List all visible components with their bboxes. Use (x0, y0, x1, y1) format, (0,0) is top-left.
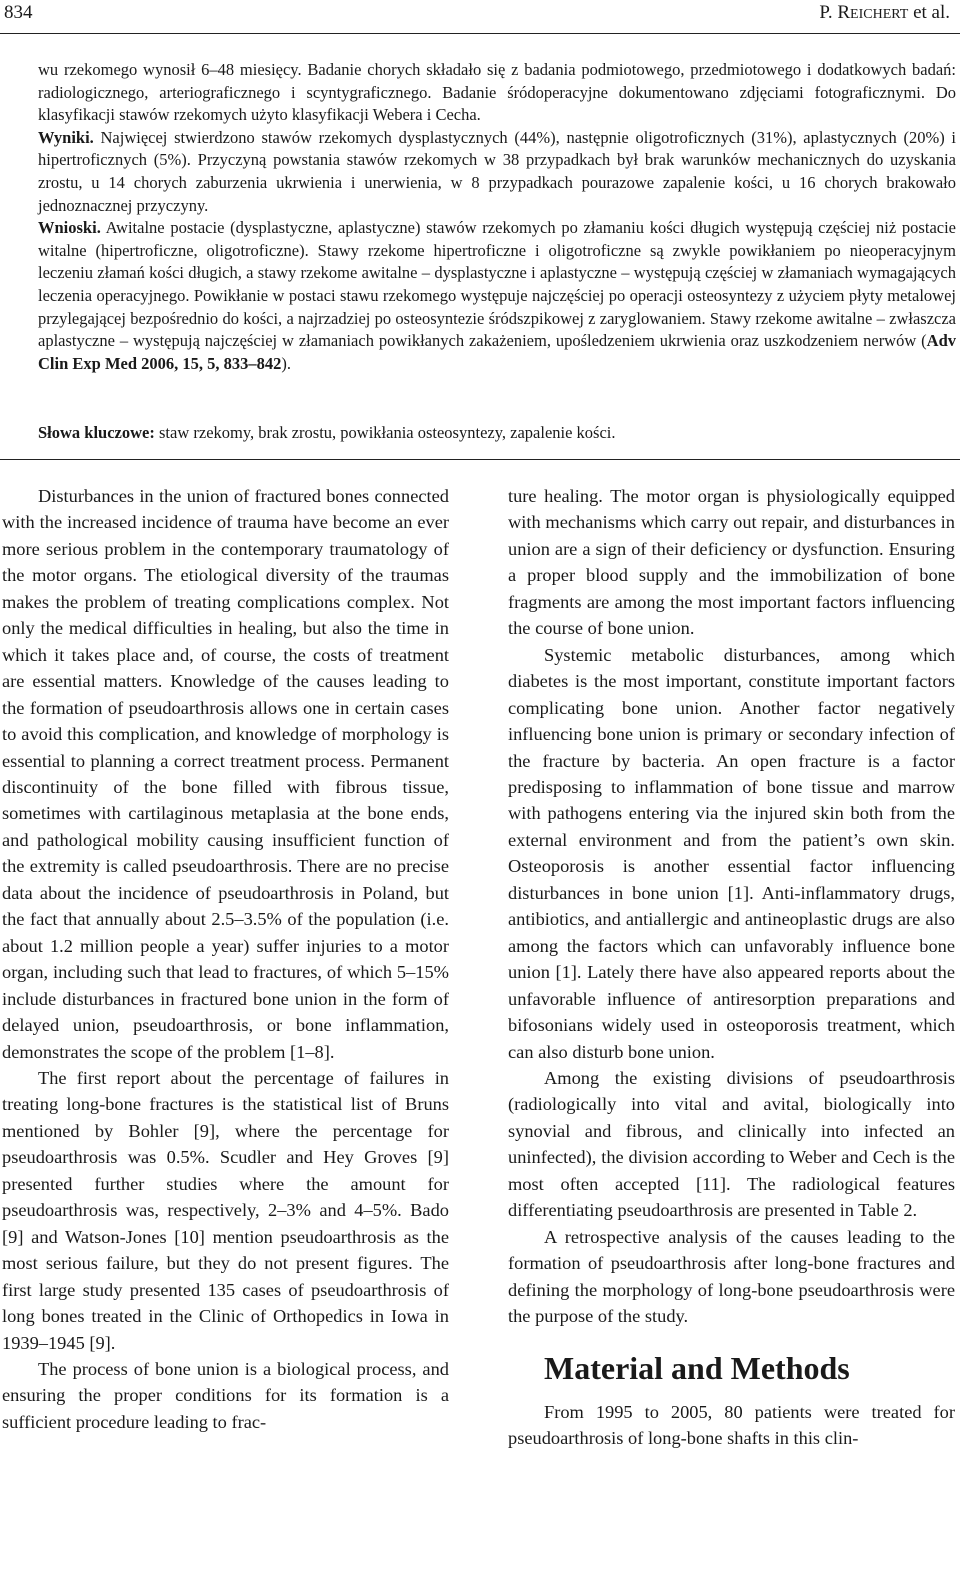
body-column-right (508, 483, 955, 1451)
results-label: Wyniki. (38, 127, 94, 147)
body-paragraph: Systemic metabolic disturbances, among which diabetes is the most important, constitute important factors complicating bone union. Another factor negatively influencing bone union is primary or secondary infection of the fracture by bacteria. An open fracture is a factor predisposing to inflammation of bone tissue and marrow with pathogens entering via the injured skin both from the external environment and from the patient’s own skin. Osteoporosis is another essential factor influencing disturbances in bone union [1]. Anti-inflammatory drugs, antibiotics, and antiallergic and antineoplastic drugs are also among the factors which can unfavorably influence bone union [1]. Lately there have also appeared reports about the unfavorable influence of antiresorption preparations and bifosonians widely used in osteoporosis treatment, which can also disturb bone union. (508, 644, 955, 1062)
methods-paragraph: From 1995 to 2005, 80 patients were treated for pseudoarthrosis of long-bone shafts in this clin- (508, 1401, 955, 1448)
page-number: 834 (4, 2, 33, 23)
abstract (38, 59, 956, 375)
citation: Adv Clin Exp Med 2006, 15, 5, 833–842 (38, 331, 956, 373)
abstract-methods-paragraph (38, 59, 956, 127)
body-paragraph: Among the existing divisions of pseudoarthrosis (radiologically into vital and avital, biologically into synovial and fibrous, and clinically into infected an uninfected), the division according to Weber and Cech is the most often accepted [11]. The radiological features differentiating pseudoarthrosis are presented in Table 2. (508, 1067, 955, 1221)
keywords (38, 422, 616, 444)
abstract-results-paragraph (38, 127, 956, 217)
keywords-text: staw rzekomy, brak zrostu, powikłania osteosyntezy, zapalenie kości. (154, 423, 616, 442)
section-heading-methods: Material and Methods (544, 1349, 850, 1386)
body-paragraph: Disturbances in the union of fractured bones connected with the increased incidence of trauma have become an ever more serious problem in the contemporary traumatology of the motor organs. The etiological diversity of the traumas makes the problem of treating complications complex. Not only the medical difficulties in healing, but also the time in which it takes place and, of course, the costs of treatment are essential matters. Knowledge of the causes leading to the formation of pseudoarthrosis allows one in certain cases to avoid this complication, and knowledge of morphology is essential to planning a correct treatment process. Permanent discontinuity of the bone filled with fibrous tissue, sometimes with cartilaginous metaplasia at the bone ends, and pathological mobility causing insufficient function of the extremity is called pseudoarthrosis. There are no precise data about the incidence of pseudoarthrosis in Poland, but the fact that annually about 2.5–3.5% of the population (i.e. about 1.2 million people a year) suffer injuries to a motor organ, including such that lead to fractures, of which 5–15% include disturbances in fractured bone union in the form of delayed union, pseudoarthrosis, or bone inflammation, demonstrates the scope of the problem [1–8]. (2, 486, 449, 1062)
section-rule (0, 459, 960, 460)
running-head-initial: P. R (819, 2, 851, 23)
body-paragraph: The process of bone union is a biological process, and ensuring the proper conditions for its formation is a sufficient procedure leading to frac- (2, 1358, 449, 1432)
body-paragraph-continued: ture healing. The motor organ is physiologically equipped with mechanisms which carry out repair, and disturbances in union are a sign of their deficiency or dysfunction. Ensuring a proper blood supply and the immobilization of bone fragments are among the most important factors influencing the course of bone union. (508, 486, 955, 639)
keywords-label: Słowa kluczowe: (38, 423, 155, 442)
running-head-surname: EICHERT (850, 7, 909, 22)
abstract-conclusions-paragraph (38, 217, 956, 375)
conclusions-label: Wnioski. (38, 218, 101, 238)
body-paragraph: The first report about the percentage of failures in treating long-bone fractures is the statistical list of Bruns mentioned by Bohler [9], where the percentage for pseudoarthrosis was 0.5%. Scudler and Hey Groves [9] presented further studies where the amount for pseudoarthrosis was, respectively, 2–3% and 4–5%. Bado [9] and Watson-Jones [10] mention pseudoarthrosis as the most serious failure, but they do not present figures. The first large study presented 135 cases of pseudoarthrosis of long bones treated in the Clinic of Orthopedics in Iowa in 1939–1945 [9]. (2, 1067, 449, 1353)
citation-close: ). (281, 353, 292, 373)
running-head-suffix: et al. (908, 2, 950, 23)
header-rule (0, 33, 960, 34)
results-text: Najwięcej stwierdzono stawów rzekomych dysplastycznych (44%), następnie oligotroficznych (31%), aplastycznych (20%) i hipertroficznych (5%). Przyczyną powstania stawów rzekomych w 38 przypadkach był brak warunków mechanicznych do uzyskania zrostu, u 14 chorych zaburzenia ukrwienia i unerwienia, w 8 przypadkach pourazowe zapalenie kości, u 16 chorych brakowało jednoznacznej przyczyny. (38, 127, 956, 215)
body-paragraph: A retrospective analysis of the causes leading to the formation of pseudoarthrosis after long-bone fractures and defining the morphology of long-bone pseudoarthrosis were the purpose of the study. (508, 1226, 955, 1327)
abstract-methods-text: wu rzekomego wynosił 6–48 miesięcy. Badanie chorych składało się z badania podmiotowego, przedmiotowego i dodatkowych badań: radiologicznego, arteriograficznego i scyntygraficznego. Badanie śródoperacyjne dokumentowano zdjęciami fotograficznymi. Do klasyfikacji stawów rzekomych użyto klasyfikacji Webera i Cecha. (38, 60, 956, 125)
body-column-left (2, 483, 449, 1435)
running-head (819, 0, 950, 28)
conclusions-text: Awitalne postacie (dysplastyczne, aplastyczne) stawów rzekomych po złamaniu kości długich występują częściej niż postacie witalne (hipertroficzne, oligotroficzne). Stawy rzekome hipertroficzne i oligotroficzne są zwykle powikłaniem po nieoperacyjnym leczeniu złamań kości długich, a stawy rzekome awitalne – dysplastyczne i aplastyczne – występują częściej w złamaniach wymagających leczenia operacyjnego. Powikłanie w postaci stawu rzekomego występuje najczęściej po operacji osteosyntezy z użyciem płyty metalowej przylegającej bezpośrednio do kości, a najrzadziej po osteosyntezie śródszpikowej z zaryglowaniem. Stawy rzekome awitalne – zwłaszcza aplastyczne – występują najczęściej w złamaniach powikłanych zakażeniem, upośledzeniem ukrwienia oraz uszkodzeniem nerwów ( (38, 218, 956, 351)
